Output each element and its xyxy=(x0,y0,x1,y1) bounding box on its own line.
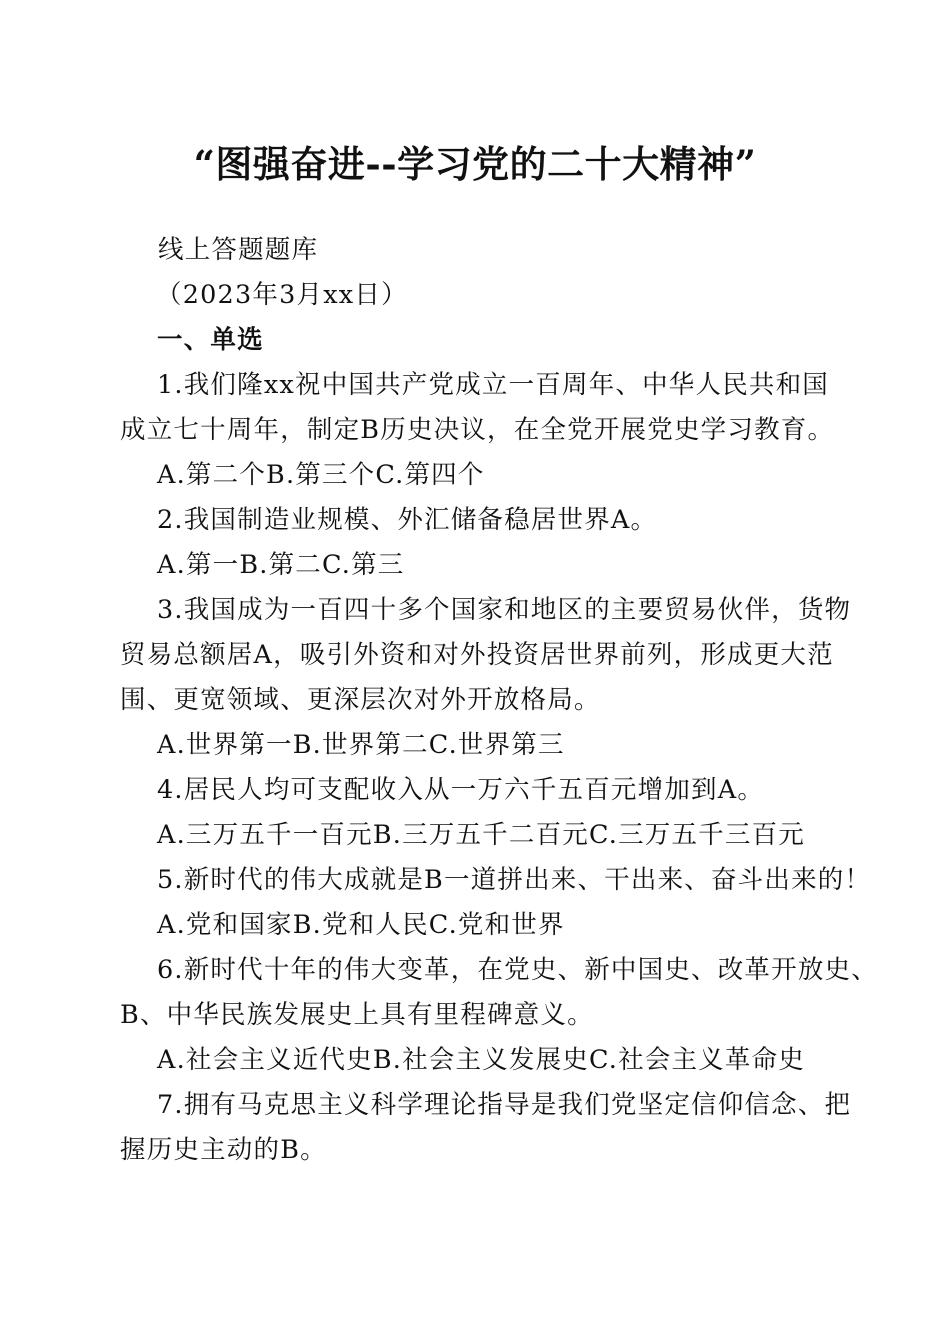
text-line: B、中华民族发展史上具有里程碑意义。 xyxy=(120,1000,594,1030)
section-heading: 一、单选 xyxy=(157,325,264,355)
text-line: 握历史主动的B。 xyxy=(120,1135,327,1165)
text-line: 5.新时代的伟大成就是B一道拼出来、干出来、奋斗出来的！ xyxy=(157,865,872,895)
text-line: 2.我国制造业规模、外汇储备稳居世界A。 xyxy=(157,505,658,535)
document-body xyxy=(120,228,878,1173)
text-line: A.第一B.第二C.第三 xyxy=(157,550,405,580)
document-date: （2023年3月xx日） xyxy=(156,280,408,310)
document-title: “图强奋进--学习党的二十大精神” xyxy=(193,142,757,186)
text-line: 7.拥有马克思主义科学理论指导是我们党坚定信仰信念、把 xyxy=(157,1090,852,1120)
text-line: A.三万五千一百元B.三万五千二百元C.三万五千三百元 xyxy=(157,820,805,850)
text-line: 贸易总额居A，吸引外资和对外投资居世界前列，形成更大范 xyxy=(120,640,834,670)
text-line: 6.新时代十年的伟大变革，在党史、新中国史、改革开放史、 xyxy=(157,955,878,985)
text-line: 4.居民人均可支配收入从一万六千五百元增加到A。 xyxy=(157,775,765,805)
text-line: A.世界第一B.世界第二C.世界第三 xyxy=(157,730,565,760)
text-line: 成立七十周年，制定B历史决议，在全党开展党史学习教育。 xyxy=(120,415,835,445)
text-line: 围、更宽领域、更深层次对外开放格局。 xyxy=(120,685,601,715)
text-line: A.第二个B.第三个C.第四个 xyxy=(157,460,485,490)
text-line: A.社会主义近代史B.社会主义发展史C.社会主义革命史 xyxy=(157,1045,805,1075)
text-line: 1.我们隆xx祝中国共产党成立一百周年、中华人民共和国 xyxy=(157,370,829,400)
text-line: A.党和国家B.党和人民C.党和世界 xyxy=(157,910,565,940)
document-subtitle: 线上答题题库 xyxy=(158,235,319,265)
text-line: 3.我国成为一百四十多个国家和地区的主要贸易伙伴，货物 xyxy=(157,595,852,625)
